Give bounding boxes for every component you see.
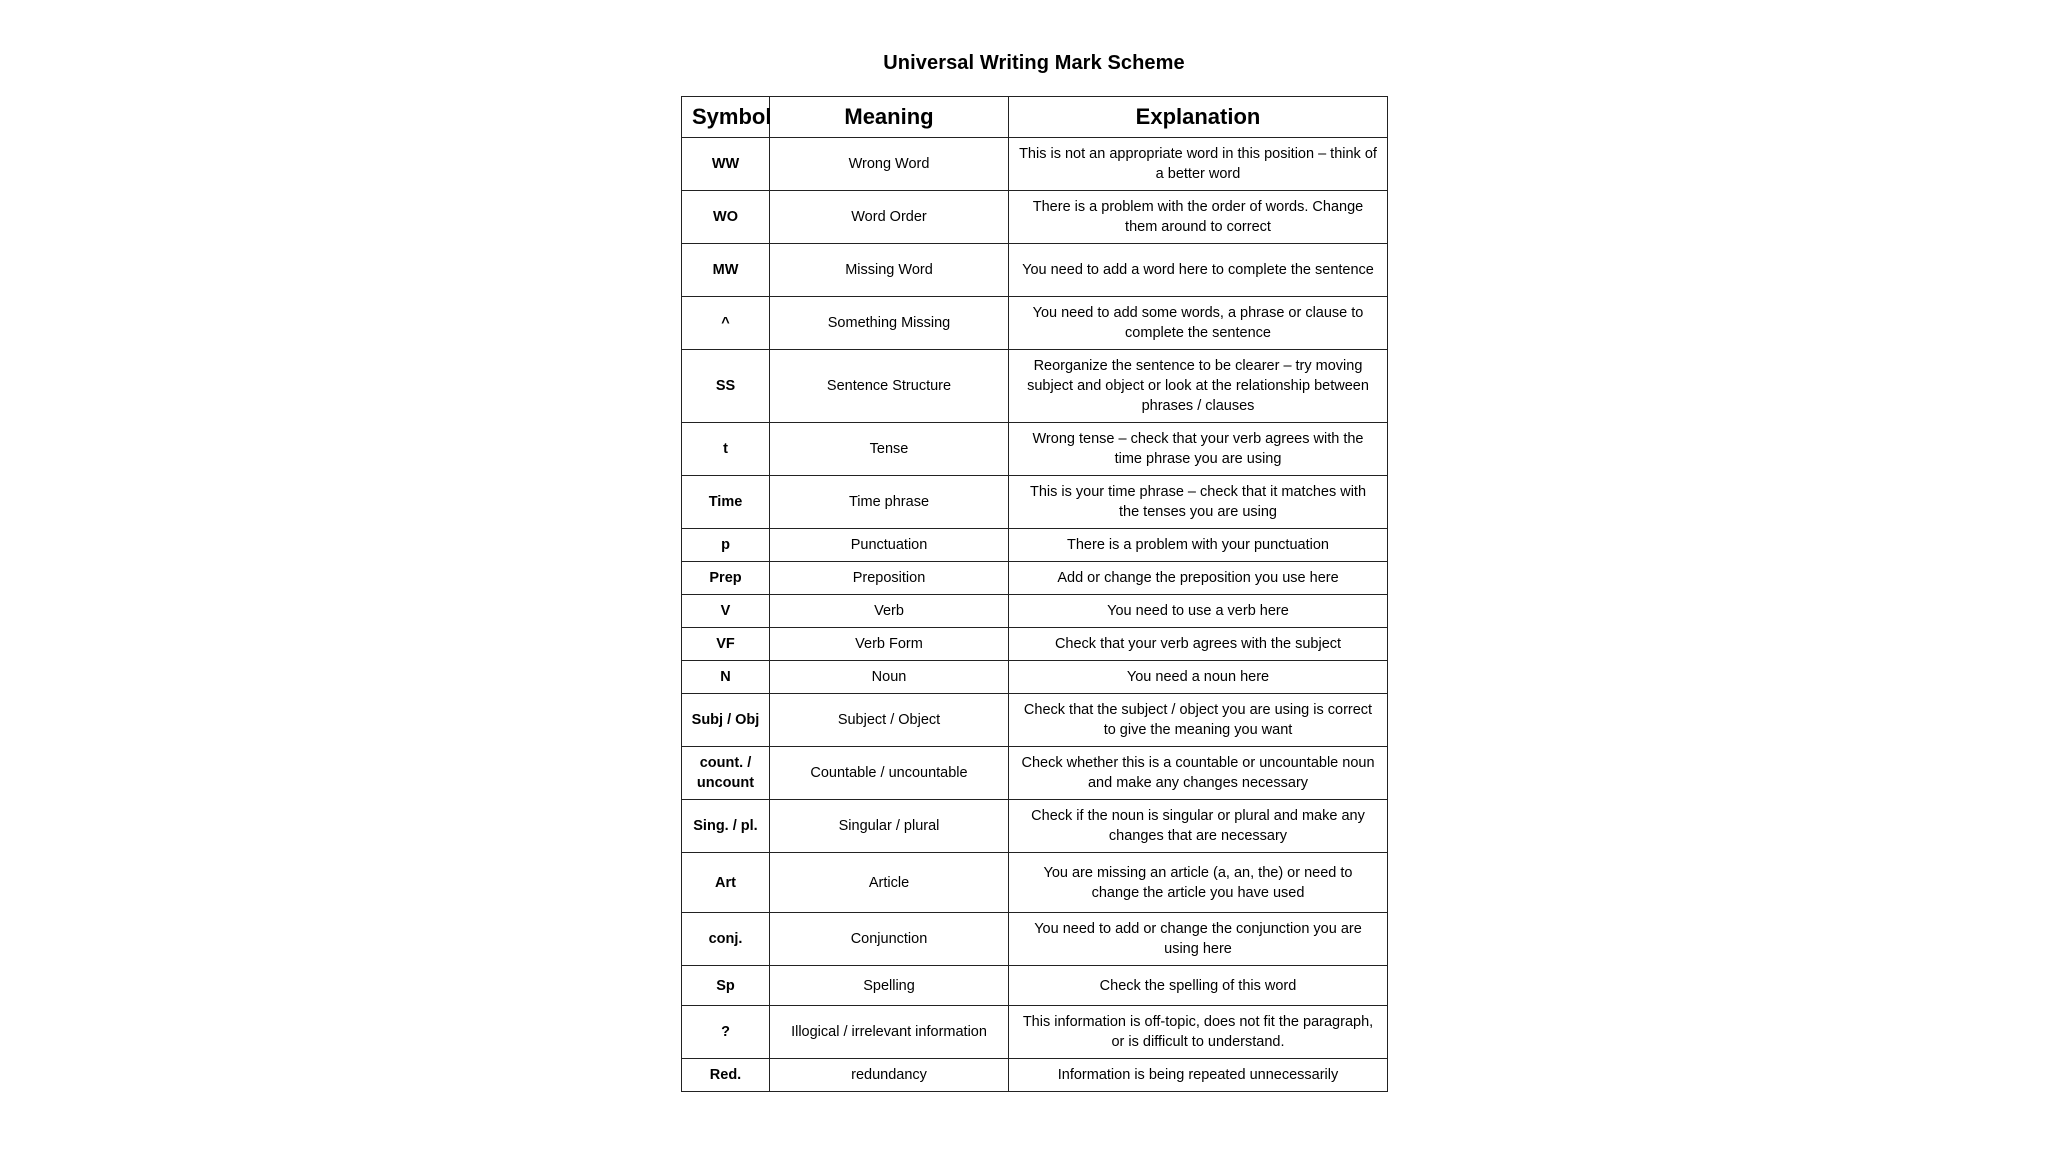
table-row [682, 966, 1388, 1006]
explanation-cell: You need to add some words, a phrase or clause to complete the sentence [1009, 297, 1388, 350]
symbol-cell: Red. [682, 1059, 770, 1092]
meaning-cell: Something Missing [770, 297, 1009, 350]
table-row [682, 350, 1388, 423]
symbol-cell: t [682, 423, 770, 476]
meaning-cell: Missing Word [770, 244, 1009, 297]
meaning-cell: Tense [770, 423, 1009, 476]
explanation-cell: You need to add or change the conjunction you are using here [1009, 913, 1388, 966]
table-row [682, 423, 1388, 476]
meaning-cell: Time phrase [770, 476, 1009, 529]
meaning-cell: Sentence Structure [770, 350, 1009, 423]
explanation-cell: Check if the noun is singular or plural and make any changes that are necessary [1009, 800, 1388, 853]
explanation-cell: You need a noun here [1009, 661, 1388, 694]
mark-scheme-table [681, 96, 1388, 1092]
symbol-cell: ? [682, 1006, 770, 1059]
meaning-cell: Noun [770, 661, 1009, 694]
symbol-cell: Subj / Obj [682, 694, 770, 747]
table-row [682, 800, 1388, 853]
meaning-cell: Conjunction [770, 913, 1009, 966]
meaning-cell: Illogical / irrelevant information [770, 1006, 1009, 1059]
explanation-cell: Check that the subject / object you are using is correct to give the meaning you want [1009, 694, 1388, 747]
symbol-cell: count. / uncount [682, 747, 770, 800]
table-row [682, 913, 1388, 966]
meaning-cell: Wrong Word [770, 138, 1009, 191]
meaning-cell: Countable / uncountable [770, 747, 1009, 800]
table-row [682, 244, 1388, 297]
explanation-cell: Check whether this is a countable or uncountable noun and make any changes necessary [1009, 747, 1388, 800]
explanation-cell: You are missing an article (a, an, the) or need to change the article you have used [1009, 853, 1388, 913]
explanation-cell: Check the spelling of this word [1009, 966, 1388, 1006]
symbol-cell: V [682, 595, 770, 628]
table-row [682, 562, 1388, 595]
symbol-cell: WW [682, 138, 770, 191]
explanation-cell: You need to use a verb here [1009, 595, 1388, 628]
symbol-cell: conj. [682, 913, 770, 966]
header-meaning: Meaning [770, 97, 1009, 138]
symbol-cell: Time [682, 476, 770, 529]
explanation-cell: This is your time phrase – check that it matches with the tenses you are using [1009, 476, 1388, 529]
symbol-cell: MW [682, 244, 770, 297]
header-explanation: Explanation [1009, 97, 1388, 138]
meaning-cell: Word Order [770, 191, 1009, 244]
explanation-cell: Add or change the preposition you use here [1009, 562, 1388, 595]
table-row [682, 747, 1388, 800]
table-header [682, 97, 1388, 138]
symbol-cell: WO [682, 191, 770, 244]
document-title: Universal Writing Mark Scheme [883, 52, 1185, 74]
meaning-cell: Singular / plural [770, 800, 1009, 853]
table-body [682, 138, 1388, 1092]
meaning-cell: Verb [770, 595, 1009, 628]
symbol-cell: Sing. / pl. [682, 800, 770, 853]
table-row [682, 1006, 1388, 1059]
explanation-cell: There is a problem with your punctuation [1009, 529, 1388, 562]
symbol-cell: p [682, 529, 770, 562]
explanation-cell: This is not an appropriate word in this position – think of a better word [1009, 138, 1388, 191]
table-row [682, 138, 1388, 191]
table-row [682, 853, 1388, 913]
explanation-cell: There is a problem with the order of words. Change them around to correct [1009, 191, 1388, 244]
table-row [682, 191, 1388, 244]
table-row [682, 694, 1388, 747]
symbol-cell: Prep [682, 562, 770, 595]
explanation-cell: This information is off-topic, does not fit the paragraph, or is difficult to understand. [1009, 1006, 1388, 1059]
header-symbol: Symbol [682, 97, 770, 138]
symbol-cell: VF [682, 628, 770, 661]
header-row [682, 97, 1388, 138]
table-row [682, 628, 1388, 661]
meaning-cell: Verb Form [770, 628, 1009, 661]
table-row [682, 661, 1388, 694]
explanation-cell: Information is being repeated unnecessarily [1009, 1059, 1388, 1092]
table-row [682, 476, 1388, 529]
explanation-cell: Reorganize the sentence to be clearer – try moving subject and object or look at the relationship between phrases / clauses [1009, 350, 1388, 423]
meaning-cell: Spelling [770, 966, 1009, 1006]
meaning-cell: Punctuation [770, 529, 1009, 562]
meaning-cell: redundancy [770, 1059, 1009, 1092]
symbol-cell: ^ [682, 297, 770, 350]
table-row [682, 529, 1388, 562]
explanation-cell: Wrong tense – check that your verb agrees with the time phrase you are using [1009, 423, 1388, 476]
symbol-cell: Sp [682, 966, 770, 1006]
meaning-cell: Preposition [770, 562, 1009, 595]
table-row [682, 297, 1388, 350]
symbol-cell: Art [682, 853, 770, 913]
symbol-cell: N [682, 661, 770, 694]
explanation-cell: Check that your verb agrees with the subject [1009, 628, 1388, 661]
meaning-cell: Subject / Object [770, 694, 1009, 747]
table-row [682, 1059, 1388, 1092]
table-row [682, 595, 1388, 628]
meaning-cell: Article [770, 853, 1009, 913]
explanation-cell: You need to add a word here to complete the sentence [1009, 244, 1388, 297]
symbol-cell: SS [682, 350, 770, 423]
